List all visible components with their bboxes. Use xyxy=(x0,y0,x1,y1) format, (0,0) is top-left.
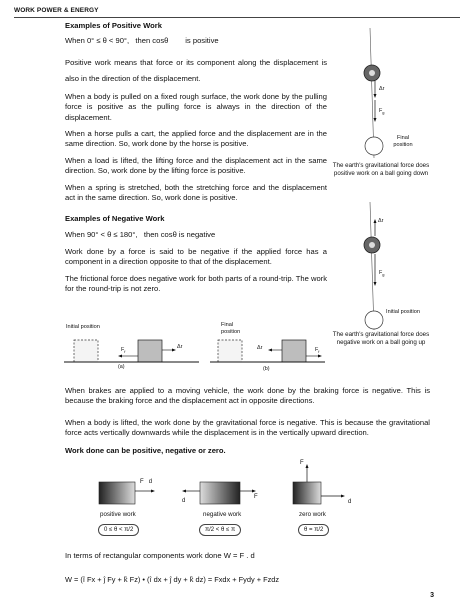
ball-up-initial-ball xyxy=(365,311,383,329)
block-b-final-label: Final position xyxy=(221,322,241,335)
negative-work-range: π/2 < θ ≤ π xyxy=(199,524,241,536)
ball-down-highlight xyxy=(369,70,375,76)
positive-condition xyxy=(65,36,327,46)
negative-condition xyxy=(65,230,327,240)
negative-work-f-label: F xyxy=(254,494,258,500)
negative-work-d-arrowhead xyxy=(182,490,186,493)
block-b-diagram xyxy=(210,336,330,376)
ball-down-final-label: Final position xyxy=(393,135,413,148)
block-a-force-label: $F_f$ xyxy=(121,347,126,355)
block-a-final-box xyxy=(138,340,162,362)
negative-friction: The frictional force does negative work for both parts of a round-trip. The work for the round-trip is not zero. xyxy=(65,273,327,294)
positive-example-load: When a load is lifted, the lifting force and the displacement act in the same direction. So, work done by the lifting force is positive. xyxy=(65,155,327,176)
positive-heading: Examples of Positive Work xyxy=(65,21,162,30)
positive-example-spring: When a spring is stretched, both the stretching force and the displacement act in the same direction. So, work done is positive. xyxy=(65,182,327,203)
lifted-paragraph: When a body is lifted, the work done by the gravitational force is negative. This is because the gravitational force acts vertically downwards while the displacement is in the vertically upward direction. xyxy=(65,418,430,438)
work-equation: W = (î Fx + ĵ Fy + k̂ Fz) • (î dx + ĵ dy + k̂ dz) = Fxdx + Fydy + Fzdz xyxy=(65,575,280,584)
positive-example-horse: When a horse pulls a cart, the applied force and the displacement are in the same direction. So, work done by the horse is positive. xyxy=(65,129,327,149)
block-b-force-label: $F_f$ xyxy=(315,347,320,355)
block-a-dr-arrowhead xyxy=(172,349,176,352)
negative-condition-range: When 90° < θ ≤ 180°, xyxy=(65,230,138,240)
ball-down-final-ball xyxy=(365,137,383,155)
positive-work-section xyxy=(65,21,327,203)
header-rule xyxy=(14,17,460,18)
summary-heading: Work done can be positive, negative or zero. xyxy=(65,446,226,455)
negative-condition-then: then cosθ is negative xyxy=(143,230,216,240)
running-header: WORK POWER & ENERGY xyxy=(14,7,99,14)
positive-work-label: positive work xyxy=(100,511,136,518)
negative-work-section xyxy=(65,214,327,294)
brakes-paragraph: When brakes are applied to a moving vehicle, the work done by the braking force is negative. This is because the braking force and the displacement act in opposite directions. xyxy=(65,386,430,406)
ball-up-dr-arrowhead xyxy=(374,219,377,223)
block-b-initial-box xyxy=(282,340,306,362)
zero-work-f-label: F xyxy=(300,460,304,466)
ball-down-dr-arrowhead xyxy=(374,94,377,98)
block-a-initial-label: Initial position xyxy=(66,324,100,330)
ball-down-fg-label: $F_g$ xyxy=(379,108,385,116)
negative-work-d-label: d xyxy=(182,498,186,504)
zero-work-diagram xyxy=(285,462,365,512)
zero-work-d-arrowhead xyxy=(341,495,345,498)
ball-down-fg-arrowhead xyxy=(374,118,377,122)
ball-up-highlight xyxy=(369,242,375,248)
negative-work-f-arrowhead xyxy=(252,490,256,493)
block-a-diagram xyxy=(64,336,204,376)
ball-up-figure xyxy=(360,202,420,342)
block-b-dr-arrowhead xyxy=(268,349,272,352)
negative-work-diagram xyxy=(180,476,270,510)
block-b-tag: (b) xyxy=(263,366,270,372)
negative-work-block xyxy=(200,482,240,504)
block-a-initial-box xyxy=(74,340,98,362)
negative-work-label: negative work xyxy=(203,511,242,518)
positive-condition-result: is positive xyxy=(185,36,219,46)
positive-definition: Positive work means that force or its component along the displacement is also in the direction of the displacement. xyxy=(65,57,327,83)
positive-example-pull: When a body is pulled on a fixed rough surface, the work done by the pulling force is positive as the pulling force is always in the direction of the displacement. xyxy=(65,91,327,122)
positive-work-vectors: F d xyxy=(140,479,153,485)
page-number: 3 xyxy=(430,592,434,599)
block-b-dr-label: Δr xyxy=(257,345,263,351)
positive-work-range: 0 ≤ θ < π/2 xyxy=(98,524,139,536)
negative-definition: Work done by a force is said to be negative if the applied force has a component in a direction opposite to that of the displacement. xyxy=(65,246,327,267)
positive-condition-then: then cosθ xyxy=(135,36,169,46)
ball-up-fg-arrowhead xyxy=(374,282,377,286)
zero-work-f-arrowhead xyxy=(306,464,309,468)
ball-up-caption: The earth's gravitational force does negative work on a ball going up xyxy=(332,331,430,346)
positive-work-f-arrowhead xyxy=(151,490,155,493)
ball-up-initial-label: Initial position xyxy=(386,309,420,315)
ball-down-caption: The earth's gravitational force does positive work on a ball going down xyxy=(332,162,430,177)
negative-heading: Examples of Negative Work xyxy=(65,214,165,223)
block-a-friction-arrowhead xyxy=(118,355,122,358)
block-b-friction-arrowhead xyxy=(318,355,322,358)
ball-down-figure xyxy=(360,28,420,178)
block-a-dr-label: Δr xyxy=(177,344,183,350)
ball-up-dr-label: Δr xyxy=(378,218,384,224)
zero-work-block xyxy=(293,482,321,504)
zero-work-d-label: d xyxy=(348,499,352,505)
positive-condition-range: When 0° ≤ θ < 90°, xyxy=(65,36,130,46)
zero-work-range: θ = π/2 xyxy=(298,524,329,536)
ball-down-dr-label: Δr xyxy=(379,86,385,92)
block-b-final-box xyxy=(218,340,242,362)
positive-work-block xyxy=(99,482,135,504)
block-a-tag: (a) xyxy=(118,364,125,370)
zero-work-label: zero work xyxy=(299,511,326,518)
rect-components-intro: In terms of rectangular components work done W = F . d xyxy=(65,551,255,560)
positive-work-diagram xyxy=(95,476,165,510)
ball-up-fg-label: $F_g$ xyxy=(379,270,385,278)
